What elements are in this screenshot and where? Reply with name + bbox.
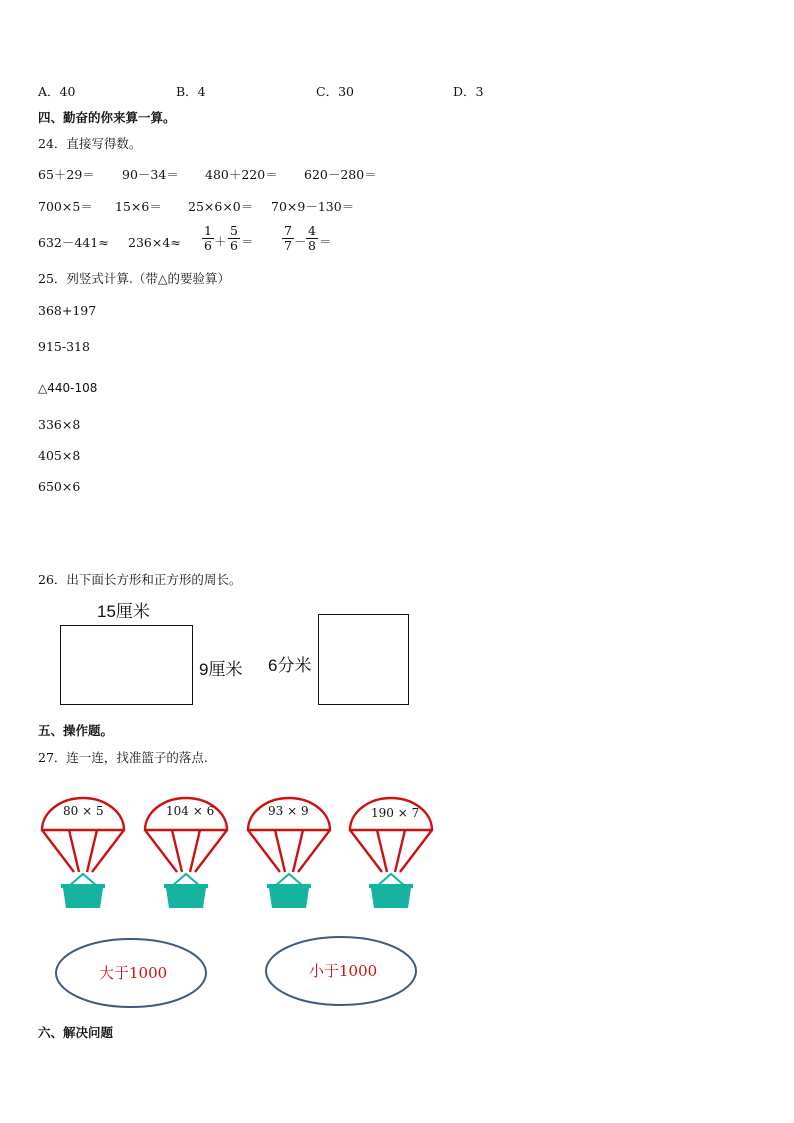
q25-item: 336×8 (38, 417, 81, 432)
q24-expr: 236×4≈ (128, 235, 181, 250)
square-side-label: 6分米 (268, 656, 312, 675)
fraction-numerator: 4 (308, 223, 316, 238)
minus-sign: － (294, 234, 307, 249)
section-5-title: 五、操作题。 (38, 723, 114, 738)
q24-expr: 15×6＝ (115, 199, 162, 214)
q25-item: 405×8 (38, 448, 81, 463)
basket-icon (371, 888, 411, 908)
q24-expr: 25×6×0＝ (188, 199, 254, 214)
parachute-expression: 80 × 5 (63, 804, 104, 818)
basket-rim (369, 884, 413, 888)
q24-expr: 90－34＝ (122, 167, 179, 182)
fraction-numerator: 7 (284, 223, 292, 238)
plus-sign: ＋ (214, 234, 227, 249)
q24-expr: 480＋220＝ (205, 167, 278, 182)
parachute-string (92, 830, 124, 872)
q25-prompt: 25．列竖式计算.（带△的要验算） (38, 271, 230, 286)
q24-prompt: 24．直接写得数。 (38, 136, 142, 151)
basket-icon (166, 888, 206, 908)
parachute-expression: 93 × 9 (268, 804, 309, 818)
parachute-string (400, 830, 432, 872)
basket-icon (63, 888, 103, 908)
option-a: A．40 (38, 84, 76, 99)
parachute-string (145, 830, 177, 872)
parachute-string (42, 830, 74, 872)
fraction-numerator: 1 (204, 223, 212, 238)
q25-item: 650×6 (38, 479, 81, 494)
q26-prompt: 26．出下面长方形和正方形的周长。 (38, 572, 242, 587)
fraction-denominator: 8 (308, 238, 316, 253)
basket-rim (61, 884, 105, 888)
q25-item: △440-108 (38, 381, 98, 395)
section-6-title: 六、解决问题 (38, 1025, 114, 1040)
target-label-less: 小于1000 (309, 962, 378, 980)
rectangle-length-label: 15厘米 (97, 602, 150, 621)
section-4-title: 四、勤奋的你来算一算。 (38, 110, 176, 125)
option-b: B．4 (176, 84, 206, 99)
basket-icon (269, 888, 309, 908)
parachute-string (248, 830, 280, 872)
rectangle-width-label: 9厘米 (199, 660, 243, 679)
option-c: C．30 (316, 84, 354, 99)
fraction-denominator: 6 (204, 238, 212, 253)
option-d: D．3 (453, 84, 484, 99)
q25-item: 368+197 (38, 303, 97, 318)
q24-expr: 620－280＝ (304, 167, 377, 182)
q24-expr: 65＋29＝ (38, 167, 95, 182)
equals-sign: ＝ (241, 234, 254, 249)
fraction-numerator: 5 (230, 223, 238, 238)
parachute-string (298, 830, 330, 872)
parachute-expression: 104 × 6 (166, 804, 215, 818)
q24-expr: 632－441≈ (38, 235, 109, 250)
parachute-string (350, 830, 382, 872)
basket-rim (267, 884, 311, 888)
q24-expr: 70×9－130＝ (271, 199, 355, 214)
parachute-string (195, 830, 227, 872)
q27-prompt: 27．连一连，找准篮子的落点. (38, 750, 208, 765)
fraction-denominator: 6 (230, 238, 238, 253)
q24-expr: 700×5＝ (38, 199, 93, 214)
fraction-denominator: 7 (284, 238, 292, 253)
q25-item: 915-318 (38, 339, 90, 354)
basket-rim (164, 884, 208, 888)
parachute-expression: 190 × 7 (371, 806, 420, 820)
equals-sign: ＝ (319, 234, 332, 249)
target-label-greater: 大于1000 (99, 964, 168, 982)
